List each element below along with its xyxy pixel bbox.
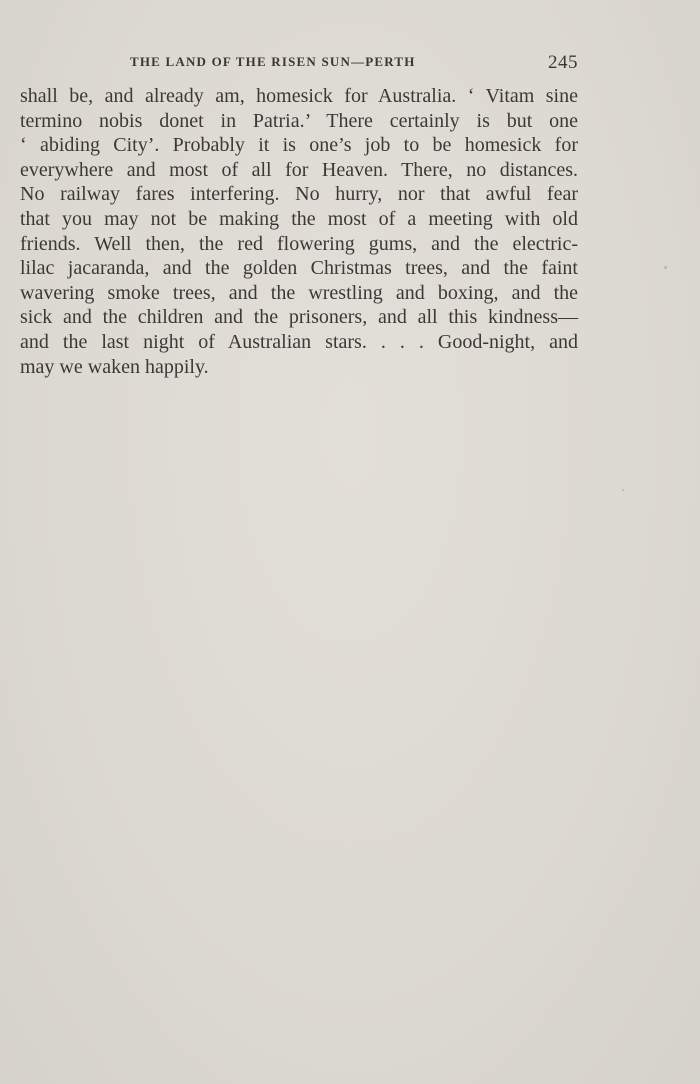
body-paragraph (20, 84, 578, 379)
text-line: sick and the children and the prisoners, and all this kindness— (20, 306, 578, 329)
text-line: shall be, and already am, homesick for Australia. ‘ Vitam sine (20, 85, 578, 107)
text-line: termino nobis donet in Patria.’ There certainly is but one (20, 109, 578, 132)
running-title: THE LAND OF THE RISEN SUN—PERTH (130, 54, 416, 69)
running-header (20, 52, 578, 74)
text-line: that you may not be making the most of a meeting with old (20, 207, 578, 230)
paper-speck (622, 489, 624, 491)
text-line: lilac jacaranda, and the golden Christmas trees, and the faint (20, 257, 578, 280)
text-line: and the last night of Australian stars. . . . Good-night, and (20, 330, 578, 353)
text-line: No railway fares interfering. No hurry, nor that awful fear (20, 183, 578, 206)
page-number: 245 (548, 52, 578, 73)
text-line: ‘ abiding City’. Probably it is one’s job to be homesick for (20, 134, 578, 157)
text-line: wavering smoke trees, and the wrestling and boxing, and the (20, 281, 578, 304)
text-line: friends. Well then, the red flowering gums, and the electric- (20, 232, 578, 255)
text-line: everywhere and most of all for Heaven. There, no distances. (20, 158, 578, 181)
text-line-final: may we waken happily. (20, 355, 209, 378)
paper-speck (664, 266, 667, 269)
